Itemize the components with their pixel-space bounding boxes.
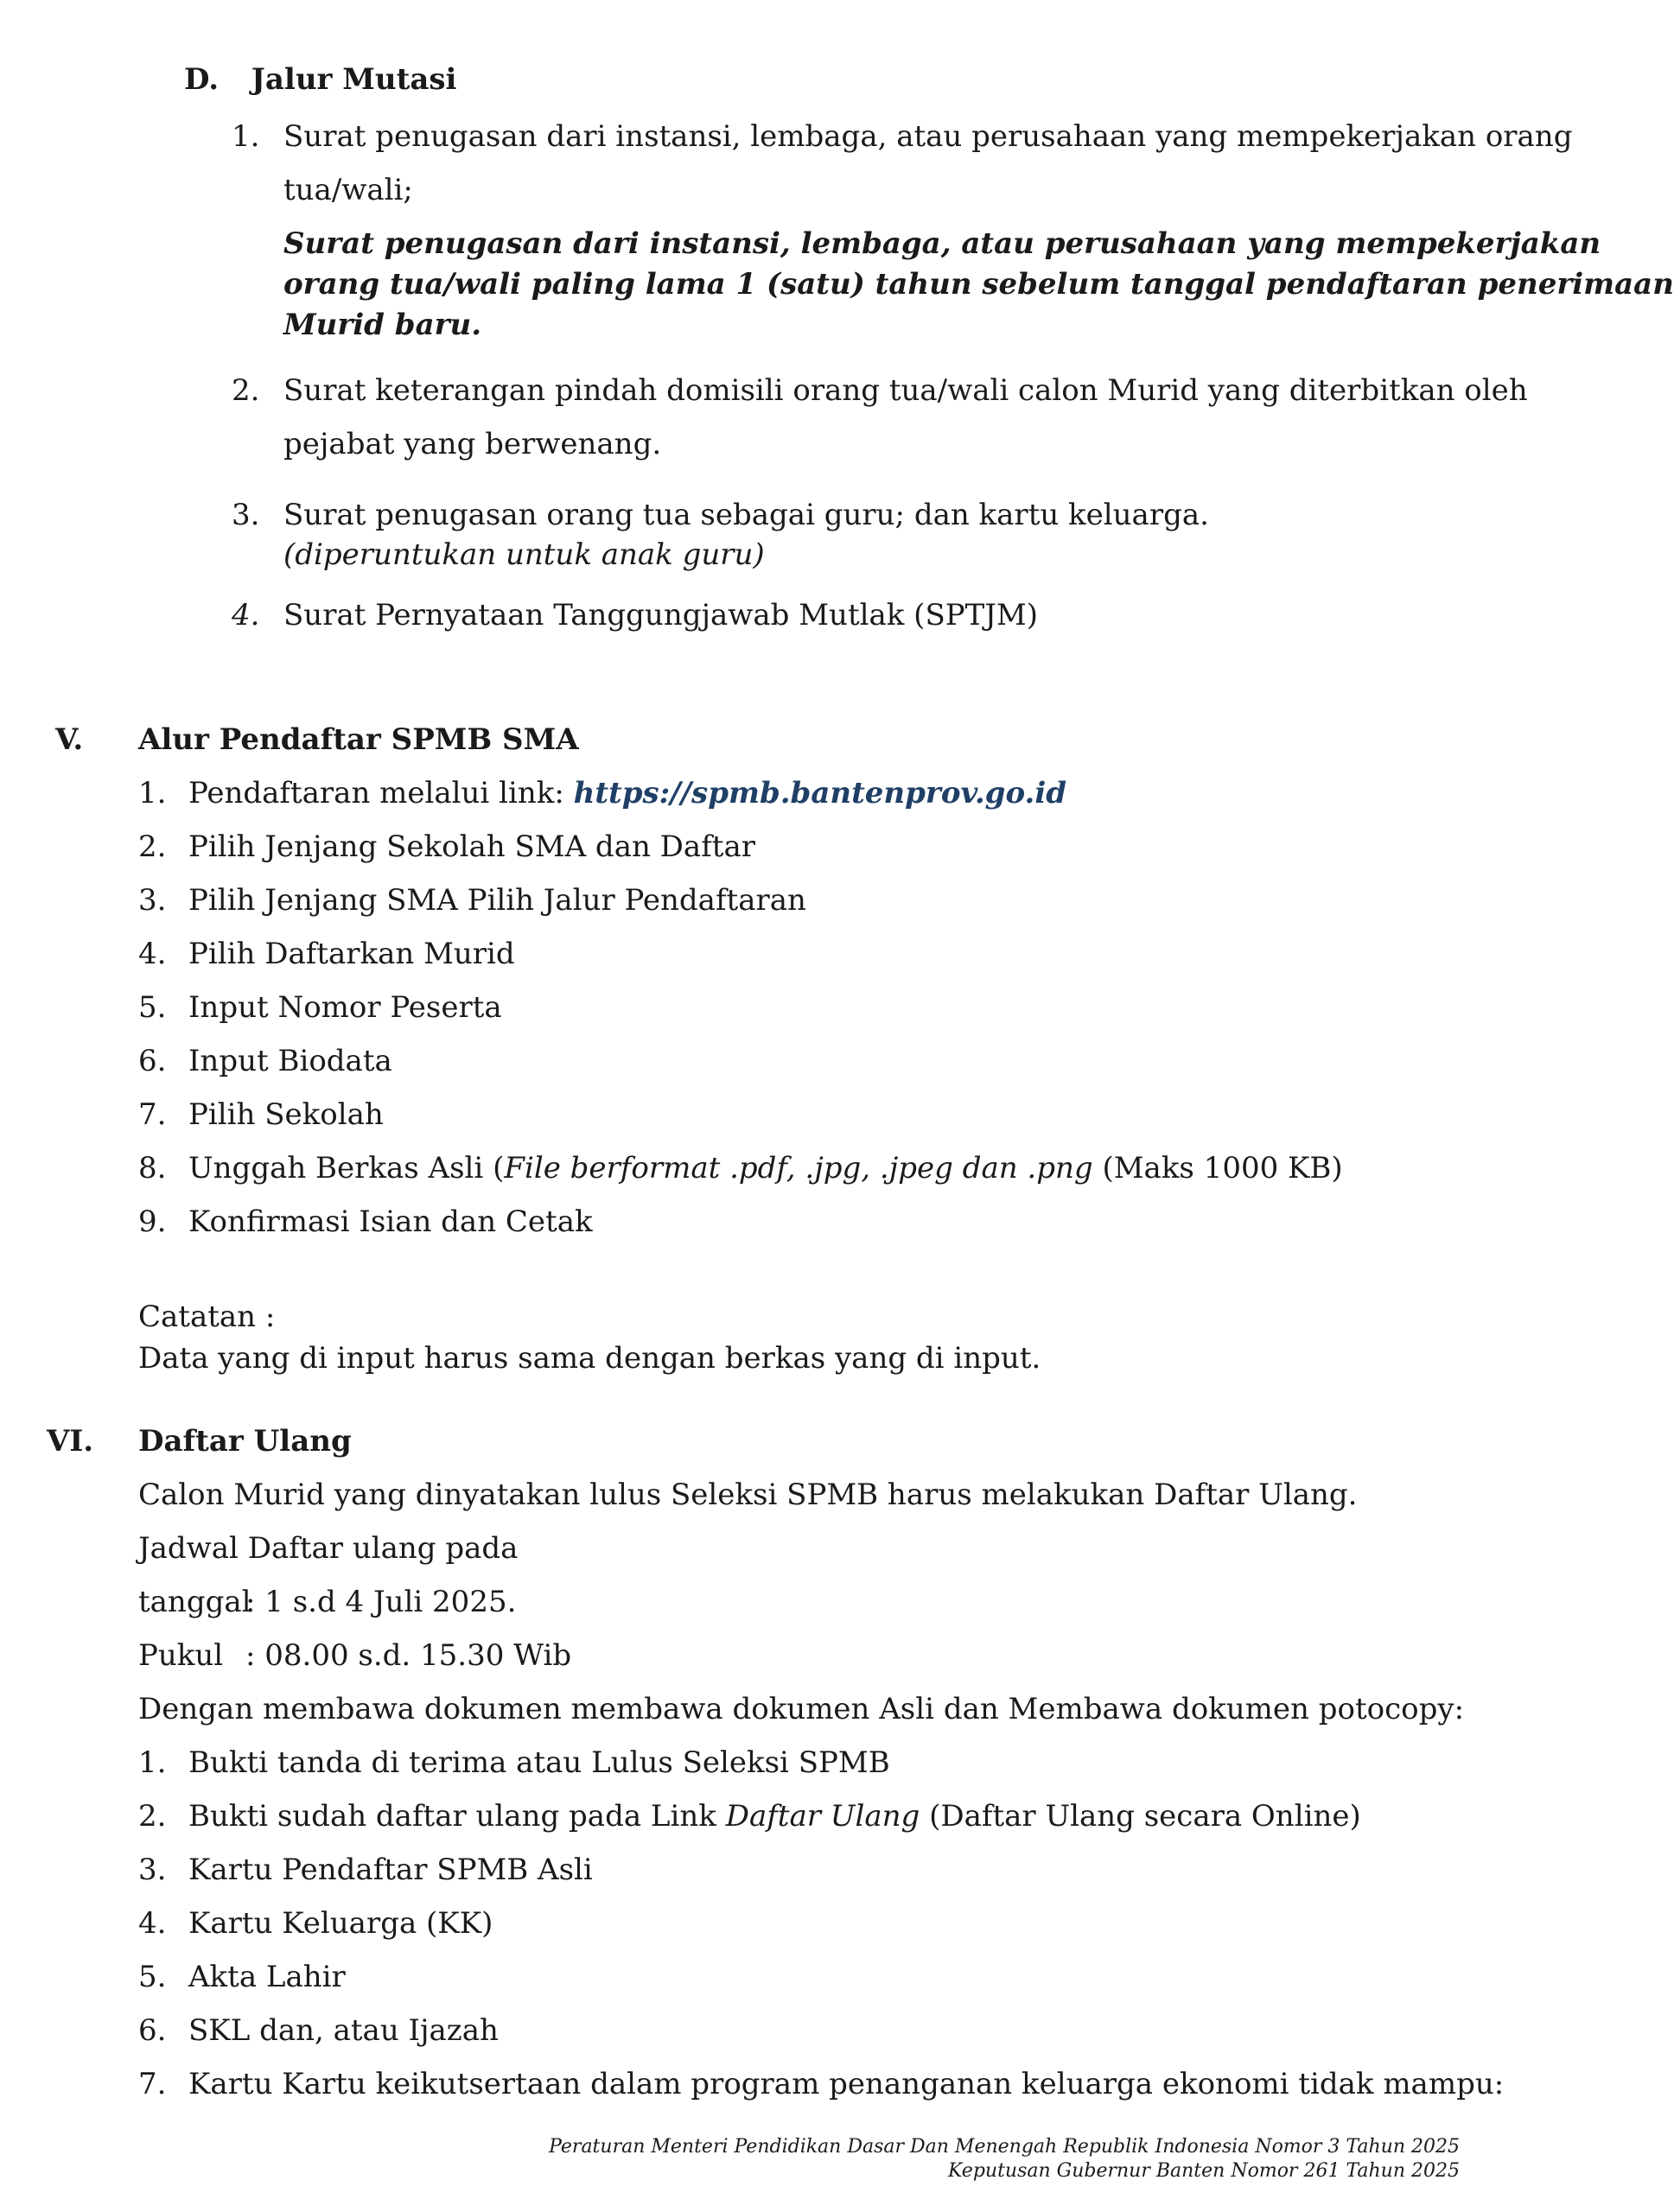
list-item bbox=[138, 988, 502, 1027]
section-d-item-3-line1: Surat penugasan orang tua sebagai guru; dan kartu keluarga. bbox=[283, 498, 1209, 532]
time-value: : 08.00 s.d. 15.30 Wib bbox=[245, 1638, 572, 1673]
list-item bbox=[138, 1904, 493, 1942]
section-d-label: D. bbox=[184, 62, 220, 97]
section-vi-roman: VI. bbox=[47, 1424, 94, 1459]
registration-link[interactable]: https://spmb.bantenprov.go.id bbox=[573, 776, 1067, 810]
section-vi-title: Daftar Ulang bbox=[138, 1424, 352, 1459]
list-item bbox=[138, 1096, 384, 1134]
section-d-item-2-line1: Surat keterangan pindah domisili orang tua/wali calon Murid yang diterbitkan oleh bbox=[283, 373, 1528, 408]
list-item-text: Kartu Kartu keikutsertaan dalam program penanganan keluarga ekonomi tidak mampu: bbox=[188, 2067, 1505, 2101]
section-d-note-line-3: Murid baru. bbox=[283, 308, 482, 342]
list-item-text: Kartu Keluarga (KK) bbox=[188, 1906, 493, 1941]
list-item-text: Pilih Sekolah bbox=[188, 1097, 384, 1132]
list-item-number: 2. bbox=[138, 830, 167, 864]
file-format-note: File berformat .pdf, .jpg, .jpeg dan .png bbox=[504, 1151, 1093, 1185]
section-d-item-3-num: 3. bbox=[232, 498, 260, 532]
footer-regulation-line-2: Keputusan Gubernur Banten Nomor 261 Tahun 2025 bbox=[947, 2160, 1460, 2182]
list-item-number: 7. bbox=[138, 2067, 167, 2101]
note-label: Catatan : bbox=[138, 1300, 276, 1334]
list-item-text: Bukti tanda di terima atau Lulus Seleksi SPMB bbox=[188, 1745, 890, 1780]
list-item-text: Input Nomor Peserta bbox=[188, 990, 502, 1025]
list-item-text: Pendaftaran melalui link: bbox=[188, 776, 574, 810]
list-item bbox=[138, 935, 515, 973]
section-d-item-2-num: 2. bbox=[232, 373, 260, 408]
list-item-number: 1. bbox=[138, 1745, 167, 1780]
section-d-item-1-line2: tua/wali; bbox=[283, 173, 413, 207]
section-vi-intro: Calon Murid yang dinyatakan lulus Seleksi SPMB harus melakukan Daftar Ulang. bbox=[138, 1478, 1358, 1512]
documents-intro: Dengan membawa dokumen membawa dokumen Asli dan Membawa dokumen potocopy: bbox=[138, 1692, 1465, 1726]
list-item-number: 1. bbox=[138, 776, 167, 810]
list-item-number: 5. bbox=[138, 1960, 167, 1994]
section-d-note-line-2: orang tua/wali paling lama 1 (satu) tahun sebelum tanggal pendaftaran penerimaan bbox=[283, 267, 1674, 302]
section-d-note-line-1: Surat penugasan dari instansi, lembaga, atau perusahaan yang mempekerjakan bbox=[283, 226, 1601, 261]
list-item-number: 5. bbox=[138, 990, 167, 1025]
list-item bbox=[138, 2012, 499, 2050]
section-d-heading bbox=[184, 60, 456, 99]
list-item-text: Pilih Jenjang SMA Pilih Jalur Pendaftaran bbox=[188, 883, 806, 918]
list-item bbox=[138, 881, 806, 919]
list-item-text: Kartu Pendaftar SPMB Asli bbox=[188, 1853, 593, 1887]
list-item bbox=[138, 774, 1066, 812]
list-item-text: Unggah Berkas Asli ( bbox=[188, 1151, 505, 1185]
footer-regulation-line-1: Peraturan Menteri Pendidikan Dasar Dan Menengah Republik Indonesia Nomor 3 Tahun 2025 bbox=[549, 2136, 1460, 2158]
section-d-item-3-line2: (diperuntukan untuk anak guru) bbox=[283, 537, 765, 572]
list-item-number: 6. bbox=[138, 1044, 167, 1078]
section-v-title: Alur Pendaftar SPMB SMA bbox=[138, 722, 579, 757]
list-item bbox=[138, 1042, 392, 1080]
daftar-ulang-link[interactable]: Daftar Ulang bbox=[725, 1799, 920, 1834]
list-item-number: 4. bbox=[138, 937, 167, 971]
list-item-text: Pilih Jenjang Sekolah SMA dan Daftar bbox=[188, 830, 755, 864]
date-label: tanggal bbox=[138, 1585, 251, 1619]
list-item-number: 8. bbox=[138, 1151, 167, 1185]
date-value: : 1 s.d 4 Juli 2025. bbox=[245, 1585, 517, 1619]
note-text: Data yang di input harus sama dengan berkas yang di input. bbox=[138, 1341, 1041, 1376]
section-d-item-2-line2: pejabat yang berwenang. bbox=[283, 427, 662, 461]
list-item-number: 7. bbox=[138, 1097, 167, 1132]
list-item-text: Akta Lahir bbox=[188, 1960, 346, 1994]
max-size-note: (Maks 1000 KB) bbox=[1092, 1151, 1343, 1185]
list-item bbox=[138, 1203, 593, 1241]
list-item bbox=[138, 828, 755, 866]
list-item-number: 6. bbox=[138, 2013, 167, 2048]
list-item-text: Pilih Daftarkan Murid bbox=[188, 937, 515, 971]
list-item bbox=[138, 1958, 346, 1996]
list-item bbox=[138, 1744, 890, 1782]
list-item-number: 3. bbox=[138, 1853, 167, 1887]
section-d-item-4-line1: Surat Pernyataan Tanggungjawab Mutlak (SPTJM) bbox=[283, 598, 1038, 632]
time-label: Pukul bbox=[138, 1638, 224, 1673]
list-item-text: SKL dan, atau Ijazah bbox=[188, 2013, 499, 2048]
list-item-text: Bukti sudah daftar ulang pada Link bbox=[188, 1799, 726, 1834]
schedule-text: Jadwal Daftar ulang pada bbox=[138, 1531, 519, 1566]
section-d-title: Jalur Mutasi bbox=[251, 62, 457, 97]
list-item bbox=[138, 1851, 593, 1889]
section-v-roman: V. bbox=[55, 722, 84, 757]
list-item-text: Konfirmasi Isian dan Cetak bbox=[188, 1205, 593, 1239]
list-item-number: 2. bbox=[138, 1799, 167, 1834]
section-d-item-1-num: 1. bbox=[232, 119, 260, 154]
list-item-number: 9. bbox=[138, 1205, 167, 1239]
section-d-item-1-line1: Surat penugasan dari instansi, lembaga, atau perusahaan yang mempekerjakan orang bbox=[283, 119, 1573, 154]
list-item bbox=[138, 1797, 1361, 1835]
list-item bbox=[138, 1149, 1343, 1187]
list-item-suffix: (Daftar Ulang secara Online) bbox=[920, 1799, 1361, 1834]
section-d-item-4-num: 4. bbox=[232, 598, 260, 632]
list-item-number: 3. bbox=[138, 883, 167, 918]
list-item bbox=[138, 2065, 1504, 2103]
list-item-number: 4. bbox=[138, 1906, 167, 1941]
list-item-text: Input Biodata bbox=[188, 1044, 392, 1078]
